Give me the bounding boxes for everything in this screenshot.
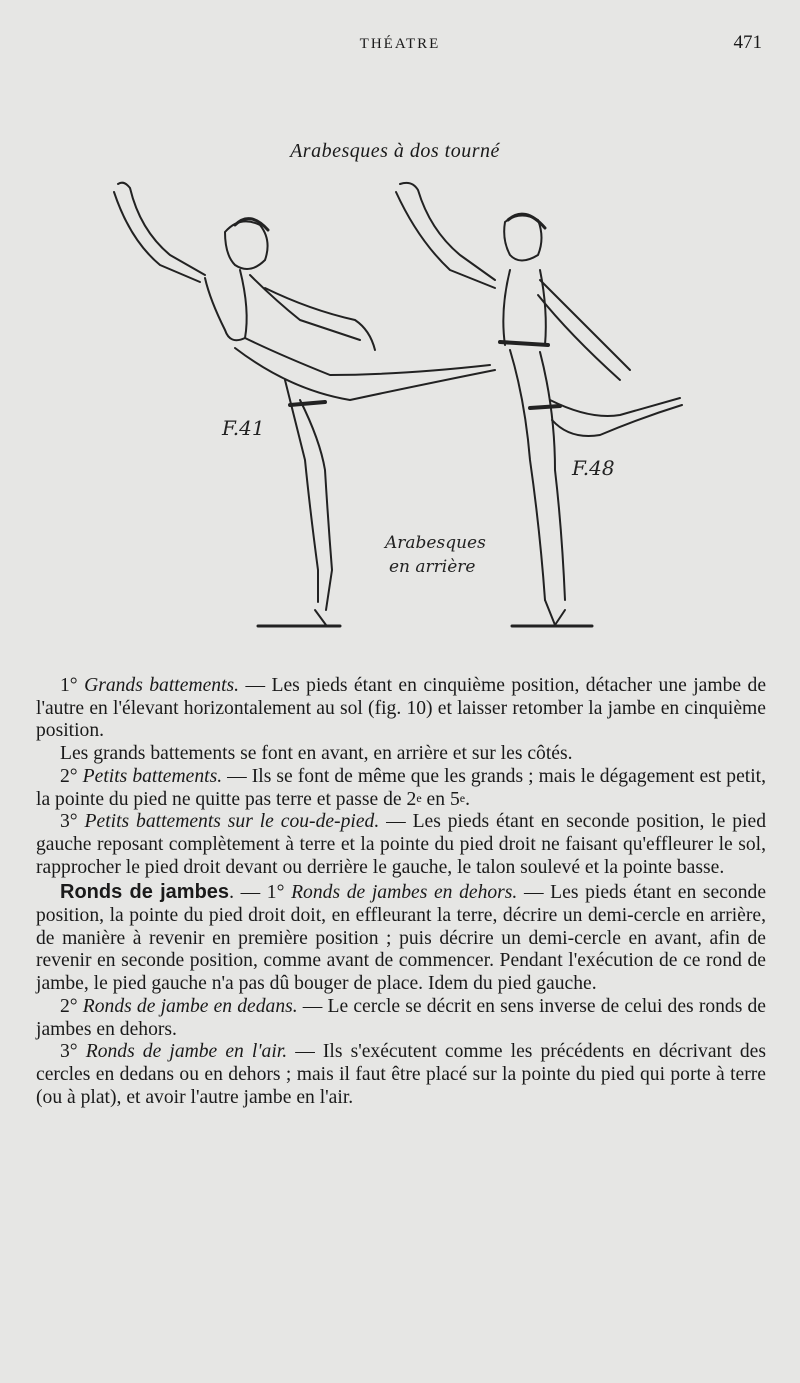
running-title: THÉATRE [359, 36, 441, 52]
dancers-illustration [100, 170, 700, 640]
figure-label-left: F.41 [222, 416, 265, 440]
handwritten-note-line1: Arabesques [385, 533, 486, 553]
arabesque-drawing [100, 170, 700, 640]
paragraph-ronds-en-dedans: 2° Ronds de jambe en dedans. — Le cercle se décrit en sens inverse de celui des ronds de jambes en dehors. [36, 995, 766, 1040]
paragraph-petits-battements: 2° Petits battements. — Ils se font de même que les grands ; mais le dégagement est petit, la pointe du pied ne quitte pas terre et passe de 2e en 5e. [36, 765, 767, 810]
paragraph-ronds-de-jambes: Ronds de jambes. — 1° Ronds de jambes en dehors. — Les pieds étant en seconde position, la pointe du pied droit doit, en effleurant la terre, décrire un demi-cercle en arrière, de manière à revenir en première position ; puis décrire un demi-cercle en avant, afin de revenir en seconde position, comme avant de commencer. Pendant l'exécution de ce rond de jambe, le pied gauche n'a pas dû bouger de place. Idem du pied gauche. [36, 881, 767, 995]
page-number: 471 [733, 32, 762, 53]
paragraph-petits-battements-cou-de-pied: 3° Petits battements sur le cou-de-pied. — Les pieds étant en seconde position, le pied gauche reposant complètement à terre et la pointe du pied droit ne faisant qu'effleurer le sol, rapprocher le pied droit devant ou derrière le gauche, le talon soulevé et la pointe basse. [36, 811, 766, 878]
paragraph-grands-battements-note: Les grands battements se font en avant, en arrière et sur les côtés. [60, 743, 573, 765]
handwritten-note-line2: en arrière [389, 557, 476, 577]
paragraph-grands-battements: 1° Grands battements. — Les pieds étant en cinquième position, détacher une jambe de l'autre en l'élevant horizontalement au sol (fig. 10) et laisser retomber la jambe en cinquième position. [36, 675, 767, 742]
section-heading-ronds: Ronds de jambes [60, 881, 230, 904]
figure-caption: Arabesques à dos tourné [290, 140, 500, 162]
figure-label-right: F.48 [572, 456, 615, 480]
body-text [36, 675, 766, 1109]
paragraph-ronds-en-l-air: 3° Ronds de jambe en l'air. — Ils s'exécutent comme les précédents en décrivant des cercles en dedans ou en dehors ; mais il faut être placé sur la pointe du pied qui porte à terre (ou à plat), et avoir l'autre jambe en l'air. [36, 1041, 766, 1108]
